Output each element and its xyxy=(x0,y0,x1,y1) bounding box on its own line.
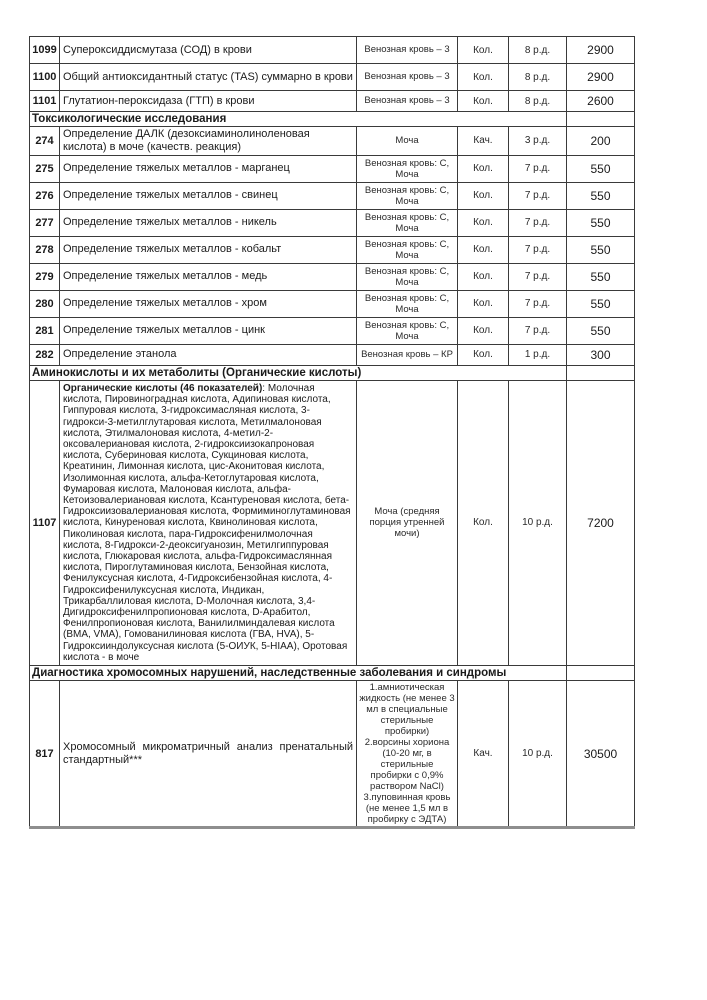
result-type: Кол. xyxy=(458,236,509,263)
turnaround-days: 7 р.д. xyxy=(509,263,567,290)
biomaterial: Венозная кровь – 3 xyxy=(357,64,458,91)
price: 550 xyxy=(567,317,635,344)
test-name xyxy=(60,380,357,665)
table-row xyxy=(30,263,635,290)
result-type: Кол. xyxy=(458,290,509,317)
table-row xyxy=(30,681,635,828)
section-row xyxy=(30,112,635,127)
test-code: 275 xyxy=(30,155,60,182)
test-code: 282 xyxy=(30,344,60,365)
test-code: 274 xyxy=(30,127,60,156)
result-type: Кол. xyxy=(458,317,509,344)
table-row xyxy=(30,290,635,317)
test-code: 277 xyxy=(30,209,60,236)
biomaterial: Венозная кровь: С, Моча xyxy=(357,182,458,209)
result-type: Кол. xyxy=(458,209,509,236)
price: 550 xyxy=(567,236,635,263)
biomaterial-line: 3.пуповинная кровь (не менее 1,5 мл в пробирку с ЭДТА) xyxy=(363,792,451,826)
test-name: Определение тяжелых металлов - медь xyxy=(60,263,357,290)
price: 2900 xyxy=(567,64,635,91)
test-code: 1100 xyxy=(30,64,60,91)
price: 30500 xyxy=(567,681,635,828)
biomaterial-line: 1.амниотическая жидкость (не менее 3 мл в специальные стерильные пробирки) xyxy=(359,682,455,738)
test-code: 1099 xyxy=(30,37,60,64)
table-row xyxy=(30,209,635,236)
table-row xyxy=(30,91,635,112)
biomaterial: Моча xyxy=(357,127,458,156)
table-row xyxy=(30,344,635,365)
price: 2600 xyxy=(567,91,635,112)
test-code: 279 xyxy=(30,263,60,290)
biomaterial: Венозная кровь: С, Моча xyxy=(357,263,458,290)
price: 550 xyxy=(567,263,635,290)
turnaround-days: 7 р.д. xyxy=(509,290,567,317)
result-type: Кол. xyxy=(458,155,509,182)
section-title: Диагностика хромосомных нарушений, наследственные заболевания и синдромы xyxy=(30,666,567,681)
test-code: 1101 xyxy=(30,91,60,112)
turnaround-days: 7 р.д. xyxy=(509,317,567,344)
biomaterial: Венозная кровь – 3 xyxy=(357,91,458,112)
section-row xyxy=(30,666,635,681)
price: 550 xyxy=(567,209,635,236)
result-type: Кол. xyxy=(458,64,509,91)
biomaterial: Венозная кровь: С, Моча xyxy=(357,209,458,236)
biomaterial xyxy=(357,681,458,828)
test-code: 280 xyxy=(30,290,60,317)
table-row xyxy=(30,37,635,64)
turnaround-days: 8 р.д. xyxy=(509,37,567,64)
test-name: Определение тяжелых металлов - марганец xyxy=(60,155,357,182)
test-name: Определение ДАЛК (дезоксиаминолиноленовая кислота) в моче (качеств. реакция) xyxy=(60,127,357,156)
section-title: Токсикологические исследования xyxy=(30,112,567,127)
table-row xyxy=(30,236,635,263)
biomaterial: Венозная кровь: С, Моча xyxy=(357,290,458,317)
price: 550 xyxy=(567,155,635,182)
table-row xyxy=(30,127,635,156)
result-type: Кол. xyxy=(458,37,509,64)
test-code: 817 xyxy=(30,681,60,828)
table-row xyxy=(30,64,635,91)
biomaterial: Моча (средняя порция утренней мочи) xyxy=(357,380,458,665)
test-name: Определение тяжелых металлов - свинец xyxy=(60,182,357,209)
price-list-table xyxy=(29,36,635,829)
price: 550 xyxy=(567,290,635,317)
test-name: Определение тяжелых металлов - никель xyxy=(60,209,357,236)
test-name-list: : Молочная кислота, Пировиноградная кислота, Адипиновая кислота, Гиппуровая кислота, 3-гидроксимасляная кислота, 3-гидрокси-3-метилглутаровая кислота, Метилмалоновая кислота, Этилмалоновая кислота, 4-метил-2-оксовалериановая кислота, 2-гидроксиизокапроновая кислота, Субериновая кислота, Сукциновая кислота, Креатинин, Лимонная кислота, цис-Аконитовая кислота, Изолимонная кислота, альфа-Кетоглутаровая кислота, Фумаровая кислота, Малоновая кислота, альфа-Кетоизовалериановая кислота, Ксантуреновая кислота, бета-Гидроксиизовалериановая кислота, Формиминоглутаминовая кислота, Кинуреновая кислота, Квинолиновая кислота, Пиколиновая кислота, пара-Гидроксифенилмолочная кислота, 8-Гидрокси-2-деоксигуанозин, Метилгиппуровая кислота, Глюкаровая кислота, альфа-Гидроксимаслянная кислота, Пироглутаминовая кислота, Бензойная кислота, Фенилуксусная кислота, 4-Гидроксибензойная кислота, 4-Гидроксифенилуксусная кислота, Индикан, Трикарбаллиловая кислота, D-Молочная кислота, 3,4-Дигидроксифенилпропионовая кислота, D-Арабитол, Фенилпропионовая кислота, Ванилилминдалевая кислота (ВМА, VMA), Гомованилиновая кислота (ГВА, HVA), 5-Гидроксииндолуксусная кислота (5-ОИУК, 5-HIAA), Оротовая кислота - в моче xyxy=(63,382,351,663)
section-title: Аминокислоты и их метаболиты (Органические кислоты) xyxy=(30,365,567,380)
turnaround-days: 3 р.д. xyxy=(509,127,567,156)
result-type: Кол. xyxy=(458,91,509,112)
test-name: Глутатион-пероксидаза (ГТП) в крови xyxy=(60,91,357,112)
result-type: Кол. xyxy=(458,344,509,365)
turnaround-days: 10 р.д. xyxy=(509,681,567,828)
turnaround-days: 7 р.д. xyxy=(509,182,567,209)
price: 550 xyxy=(567,182,635,209)
section-price-empty xyxy=(567,365,635,380)
price: 2900 xyxy=(567,37,635,64)
test-code: 278 xyxy=(30,236,60,263)
turnaround-days: 7 р.д. xyxy=(509,209,567,236)
price-list-sheet xyxy=(29,36,635,829)
biomaterial: Венозная кровь – КР xyxy=(357,344,458,365)
section-row xyxy=(30,365,635,380)
test-name-lead: Органические кислоты (46 показателей) xyxy=(63,382,263,394)
biomaterial: Венозная кровь – 3 xyxy=(357,37,458,64)
price: 300 xyxy=(567,344,635,365)
price: 7200 xyxy=(567,380,635,665)
turnaround-days: 8 р.д. xyxy=(509,91,567,112)
biomaterial: Венозная кровь: С, Моча xyxy=(357,236,458,263)
result-type: Кач. xyxy=(458,681,509,828)
result-type: Кач. xyxy=(458,127,509,156)
price: 200 xyxy=(567,127,635,156)
test-name: Определение тяжелых металлов - цинк xyxy=(60,317,357,344)
test-name: Определение этанола xyxy=(60,344,357,365)
test-name: Определение тяжелых металлов - хром xyxy=(60,290,357,317)
result-type: Кол. xyxy=(458,182,509,209)
section-price-empty xyxy=(567,112,635,127)
result-type: Кол. xyxy=(458,263,509,290)
turnaround-days: 7 р.д. xyxy=(509,236,567,263)
test-code: 1107 xyxy=(30,380,60,665)
test-code: 276 xyxy=(30,182,60,209)
test-name: Хромосомный микроматричный анализ пренатальный стандартный*** xyxy=(60,681,357,828)
biomaterial: Венозная кровь: С, Моча xyxy=(357,317,458,344)
biomaterial: Венозная кровь: С, Моча xyxy=(357,155,458,182)
table-row xyxy=(30,155,635,182)
section-price-empty xyxy=(567,666,635,681)
turnaround-days: 10 р.д. xyxy=(509,380,567,665)
turnaround-days: 7 р.д. xyxy=(509,155,567,182)
test-name: Общий антиоксидантный статус (TAS) суммарно в крови xyxy=(60,64,357,91)
table-row xyxy=(30,380,635,665)
result-type: Кол. xyxy=(458,380,509,665)
table-row xyxy=(30,182,635,209)
turnaround-days: 8 р.д. xyxy=(509,64,567,91)
test-code: 281 xyxy=(30,317,60,344)
test-name: Супероксиддисмутаза (СОД) в крови xyxy=(60,37,357,64)
turnaround-days: 1 р.д. xyxy=(509,344,567,365)
test-name: Определение тяжелых металлов - кобальт xyxy=(60,236,357,263)
biomaterial-line: 2.ворсины хориона (10-20 мг, в стерильные пробирки с 0,9% раствором NaCl) xyxy=(364,737,450,793)
table-row xyxy=(30,317,635,344)
